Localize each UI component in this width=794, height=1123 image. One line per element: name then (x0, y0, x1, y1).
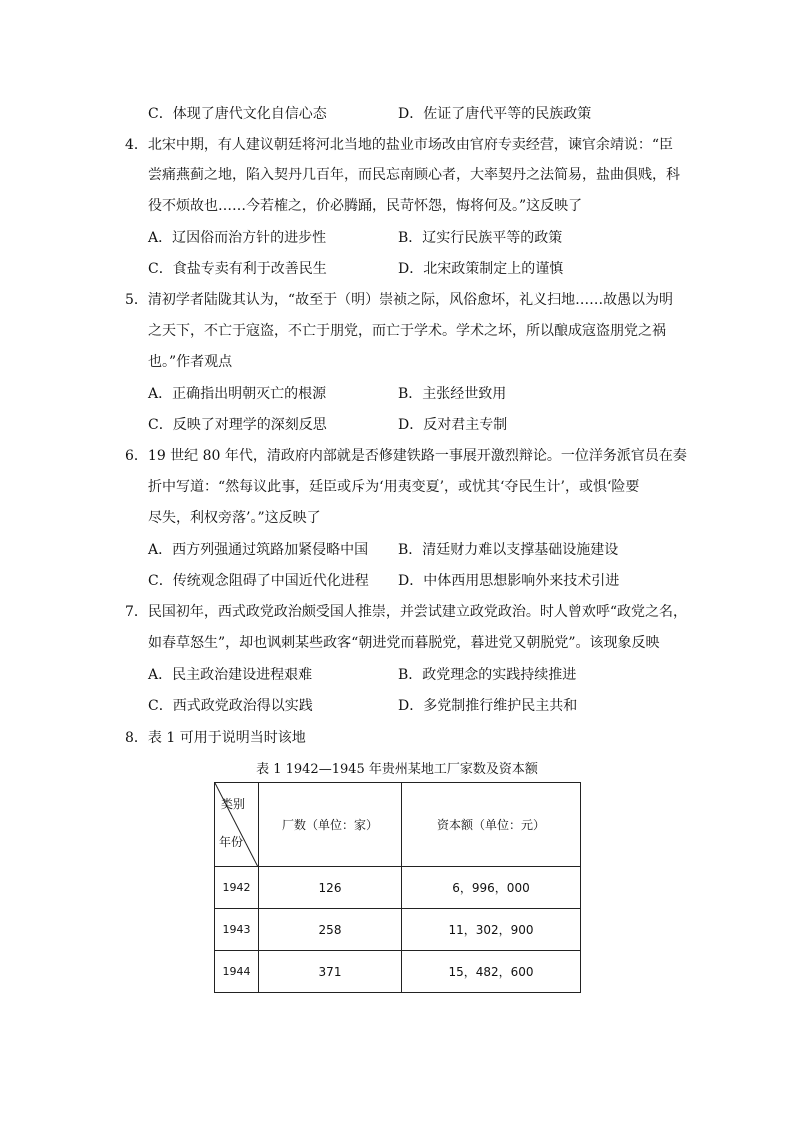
row-capital: 15，482，600 (402, 951, 581, 993)
q7-stem-line-1: 7．民国初年，西式政党政治颇受国人推崇，并尝试建立政党政治。时人曾欢呼“政党之名， (125, 604, 688, 620)
header-capital: 资本额（单位：元） (402, 783, 581, 867)
q4-option-c: C．食盐专卖有利于改善民生 (148, 261, 327, 277)
q3-option-d: D．佐证了唐代平等的民族政策 (398, 106, 592, 122)
q6-option-d: D．中体西用思想影响外来技术引进 (398, 573, 620, 589)
q5-stem-line-2: 之天下，不亡于寇盗，不亡于朋党，而亡于学术。学术之坏，所以酿成寇盗朋党之祸 (148, 323, 666, 339)
q7-stem-line-2: 如春草怒生”，却也讽刺某些政客“朝进党而暮脱党，暮进党又朝脱党”。该现象反映 (148, 635, 660, 651)
table-corner-cell (215, 783, 259, 867)
q5-option-a: A．正确指出明朝灭亡的根源 (148, 386, 327, 402)
q4-option-b: B．辽实行民族平等的政策 (398, 230, 563, 246)
row-capital: 6，996，000 (402, 867, 581, 909)
q6-stem-line-3: 尽失，利权旁落’。”这反映了 (148, 510, 321, 526)
header-factory-count: 厂数（单位：家） (259, 783, 402, 867)
q4-option-d: D．北宋政策制定上的谨慎 (398, 261, 564, 277)
q6-stem-line-1: 6．19 世纪 80 年代，清政府内部就是否修建铁路一事展开激烈辩论。一位洋务派官员在奏 (125, 448, 687, 464)
row-capital: 11，302，900 (402, 909, 581, 951)
q7-option-d: D．多党制推行维护民主共和 (398, 698, 578, 714)
row-year: 1943 (215, 909, 259, 951)
factory-table (214, 782, 581, 993)
q4-stem-line-1: 4．北宋中期，有人建议朝廷将河北当地的盐业市场改由官府专卖经营，谏官余靖说：“臣 (125, 137, 674, 153)
row-year: 1944 (215, 951, 259, 993)
row-factory-count: 258 (259, 909, 402, 951)
row-factory-count: 126 (259, 867, 402, 909)
q3-option-c: C．体现了唐代文化自信心态 (148, 106, 327, 122)
row-year: 1942 (215, 867, 259, 909)
corner-label-year: 年份 (219, 835, 244, 849)
table-row (215, 909, 581, 951)
table-row (215, 951, 581, 993)
q6-option-b: B．清廷财力难以支撑基础设施建设 (398, 542, 619, 558)
q7-option-b: B．政党理念的实践持续推进 (398, 667, 577, 683)
q5-option-c: C．反映了对理学的深刻反思 (148, 417, 327, 433)
q5-stem-line-1: 5．清初学者陆陇其认为，“故至于（明）崇祯之际，风俗愈坏，礼义扫地……故愚以为明 (125, 292, 674, 308)
q7-option-a: A．民主政治建设进程艰难 (148, 667, 313, 683)
row-factory-count: 371 (259, 951, 402, 993)
q4-stem-line-2: 尝痛燕蓟之地，陷入契丹几百年，而民忘南顾心者，大率契丹之法简易，盐曲俱贱，科 (148, 167, 680, 183)
q4-stem-line-3: 役不烦故也……今若榷之，价必腾踊，民苛怀怨，悔将何及。”这反映了 (148, 198, 583, 214)
q8-stem-line-1: 8．表 1 可用于说明当时该地 (125, 730, 306, 746)
table-caption: 表 1 1942—1945 年贵州某地工厂家数及资本额 (256, 762, 538, 777)
table-row (215, 867, 581, 909)
corner-label-category: 类别 (221, 797, 246, 811)
q6-option-a: A．西方列强通过筑路加紧侵略中国 (148, 542, 369, 558)
table-header-row (215, 783, 581, 867)
q5-stem-line-3: 也。”作者观点 (148, 354, 233, 370)
q6-stem-line-2: 折中写道：“然每议此事，廷臣或斥为‘用夷变夏’，或忧其‘夺民生计’，或惧‘险要 (148, 479, 640, 495)
q7-option-c: C．西式政党政治得以实践 (148, 698, 313, 714)
q5-option-b: B．主张经世致用 (398, 386, 507, 402)
q6-option-c: C．传统观念阻碍了中国近代化进程 (148, 573, 369, 589)
q5-option-d: D．反对君主专制 (398, 417, 508, 433)
q4-option-a: A．辽因俗而治方针的进步性 (148, 230, 327, 246)
